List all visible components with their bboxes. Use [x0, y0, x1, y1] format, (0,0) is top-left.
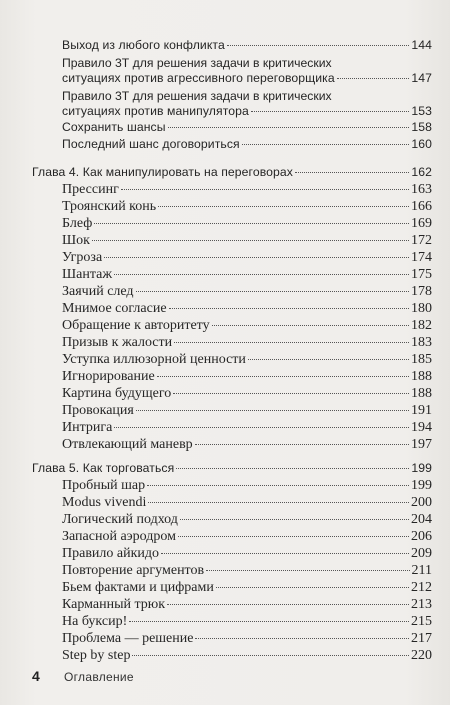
- toc-entry-page: 199: [411, 478, 432, 493]
- toc-entry-title: Троянский конь: [62, 199, 157, 214]
- dot-leader: [174, 341, 409, 343]
- dot-leader: [158, 205, 409, 207]
- toc-entry-page: 217: [411, 631, 432, 646]
- toc-entry-title: Проблема — решение: [62, 631, 194, 646]
- toc-entry[interactable]: [62, 38, 432, 52]
- toc-entry-page: 185: [411, 352, 432, 367]
- toc-entry-title: Шок: [62, 233, 90, 248]
- toc-entry-title: Блеф: [62, 216, 93, 231]
- toc-entry[interactable]: [62, 182, 432, 198]
- dot-leader: [157, 375, 409, 377]
- page-number: 4: [32, 668, 40, 684]
- toc-entry[interactable]: [62, 403, 432, 419]
- dot-leader: [176, 467, 409, 469]
- toc-entry[interactable]: [62, 199, 432, 215]
- toc-entry-page: 158: [411, 120, 432, 134]
- dot-leader: [337, 77, 410, 79]
- dot-leader: [180, 518, 409, 520]
- toc-entry[interactable]: [62, 318, 432, 334]
- dot-leader: [195, 637, 409, 639]
- toc-entry-title: Последний шанс договориться: [62, 137, 240, 151]
- toc-entry[interactable]: [62, 512, 432, 528]
- toc-entry[interactable]: [62, 120, 432, 134]
- toc-entry-page: 200: [411, 495, 432, 510]
- toc-entry-page: 163: [411, 182, 432, 197]
- dot-leader: [129, 620, 409, 622]
- toc-entry-page: 188: [411, 369, 432, 384]
- toc-entry-title: Повторение аргументов: [62, 563, 205, 578]
- toc-entry-page: 144: [411, 38, 432, 52]
- toc-entry[interactable]: [62, 216, 432, 232]
- toc-entry[interactable]: [62, 529, 432, 545]
- dot-leader: [92, 239, 409, 241]
- dot-leader: [136, 290, 409, 292]
- dot-leader: [212, 324, 409, 326]
- toc-entry-title-line: ситуациях против манипулятора: [62, 104, 249, 118]
- toc-entry-title: Правило айкидо: [62, 546, 160, 561]
- toc-entry-title: Пробный шар: [62, 478, 146, 493]
- toc-entry-page: 147: [411, 71, 432, 85]
- toc-entry-title: Картина будущего: [62, 386, 172, 401]
- chapter-page: 162: [411, 165, 432, 179]
- toc-entry-page: 166: [411, 199, 432, 214]
- toc-entry-page: 182: [411, 318, 432, 333]
- dot-leader: [206, 569, 409, 571]
- dot-leader: [94, 222, 409, 224]
- toc-entry-title: На буксир!: [62, 614, 128, 629]
- toc-entry-title: Сохранить шансы: [62, 120, 166, 134]
- dot-leader: [169, 307, 409, 309]
- toc-entry-title: Мнимое согласие: [62, 301, 167, 316]
- toc-entry[interactable]: [62, 546, 432, 562]
- toc-entry-title: Запасной аэродром: [62, 529, 176, 544]
- toc-entry-title: Прессинг: [62, 182, 119, 197]
- dot-leader: [178, 535, 409, 537]
- toc-entry-title: Бьем фактами и цифрами: [62, 580, 214, 595]
- dot-leader: [216, 586, 409, 588]
- toc-entry-page: 194: [411, 420, 432, 435]
- toc-entry-title: Шантаж: [62, 267, 113, 282]
- toc-entry[interactable]: [62, 420, 432, 436]
- chapter-heading[interactable]: [32, 461, 432, 475]
- dot-leader: [132, 654, 409, 656]
- toc-entry-page: 206: [411, 529, 432, 544]
- toc-entry[interactable]: [62, 233, 432, 249]
- toc-entry-page: 197: [411, 437, 432, 452]
- toc-entry-page: 213: [411, 597, 432, 612]
- chapter-title: Глава 5. Как торговаться: [32, 461, 175, 475]
- toc-entry[interactable]: [62, 369, 432, 385]
- toc-entry[interactable]: [62, 284, 432, 300]
- toc-entry-title-line: ситуациях против агрессивного переговорщика: [62, 71, 335, 85]
- running-title: Оглавление: [64, 670, 134, 684]
- dot-leader: [104, 256, 409, 258]
- toc-entry-page: 188: [411, 386, 432, 401]
- toc-entry-title: Step by step: [62, 648, 131, 663]
- toc-entry[interactable]: [62, 563, 432, 579]
- chapter-page: 199: [411, 461, 432, 475]
- toc-entry-title: Провокация: [62, 403, 134, 418]
- dot-leader: [248, 358, 409, 360]
- toc-entry-page: 212: [411, 580, 432, 595]
- toc-entry[interactable]: [62, 648, 432, 664]
- toc-entry-page: 174: [411, 250, 432, 265]
- dot-leader: [295, 171, 409, 173]
- toc-entry[interactable]: [62, 104, 432, 118]
- toc-entry[interactable]: [62, 352, 432, 368]
- dot-leader: [195, 443, 409, 445]
- chapter-title: Глава 4. Как манипулировать на переговорах: [32, 165, 293, 179]
- toc-entry-title: Уступка иллюзорной ценности: [62, 352, 246, 367]
- dot-leader: [173, 392, 409, 394]
- toc-entry-page: 215: [411, 614, 432, 629]
- toc-entry-title: Отвлекающий маневр: [62, 437, 193, 452]
- toc-entry-page: 153: [411, 104, 432, 118]
- dot-leader: [168, 126, 410, 128]
- toc-entry[interactable]: [62, 301, 432, 317]
- toc-entry[interactable]: [62, 386, 432, 402]
- toc-entry-title: Обращение к авторитету: [62, 318, 210, 333]
- toc-entry-page: 220: [411, 648, 432, 663]
- toc-entry-page: 180: [411, 301, 432, 316]
- dot-leader: [227, 44, 410, 46]
- toc-entry[interactable]: [62, 597, 432, 613]
- toc-entry[interactable]: [62, 250, 432, 266]
- toc-entry[interactable]: [62, 614, 432, 630]
- toc-entry-title: Интрига: [62, 420, 113, 435]
- toc-entry-page: 160: [411, 137, 432, 151]
- toc-entry[interactable]: [62, 71, 432, 85]
- toc-entry[interactable]: [62, 437, 432, 453]
- toc-entry-title: Призыв к жалости: [62, 335, 173, 350]
- dot-leader: [161, 552, 409, 554]
- toc-entry[interactable]: [62, 478, 432, 494]
- toc-entry-title-line: Правило 3Т для решения задачи в критических: [62, 89, 332, 103]
- toc-entry-title: Карманный трюк: [62, 597, 166, 612]
- dot-leader: [167, 603, 409, 605]
- toc-entry-title-line: Правило 3Т для решения задачи в критических: [62, 56, 332, 70]
- toc-entry-title: Выход из любого конфликта: [62, 38, 225, 52]
- toc-entry-page: 169: [411, 216, 432, 231]
- toc-entry-title: Заячий след: [62, 284, 134, 299]
- toc-entry[interactable]: [62, 267, 432, 283]
- toc-entry-page: 178: [411, 284, 432, 299]
- toc-entry-page: 175: [411, 267, 432, 282]
- dot-leader: [242, 143, 410, 145]
- dot-leader: [251, 110, 409, 112]
- toc-entry-page: 211: [411, 563, 432, 578]
- toc-entry[interactable]: [62, 631, 432, 647]
- toc-entry-page: 209: [411, 546, 432, 561]
- dot-leader: [121, 188, 409, 190]
- toc-entry[interactable]: [62, 495, 432, 511]
- toc-entry[interactable]: [62, 580, 432, 596]
- dot-leader: [114, 273, 409, 275]
- toc-entry-page: 204: [411, 512, 432, 527]
- dot-leader: [147, 484, 409, 486]
- toc-entry-title: Угроза: [62, 250, 103, 265]
- toc-entry-title: Игнорирование: [62, 369, 155, 384]
- toc-entry[interactable]: [62, 335, 432, 351]
- dot-leader: [114, 426, 409, 428]
- dot-leader: [136, 409, 409, 411]
- toc-entry-page: 183: [411, 335, 432, 350]
- toc-entry-title: Логический подход: [62, 512, 178, 527]
- toc-entry[interactable]: [62, 137, 432, 151]
- dot-leader: [148, 501, 409, 503]
- toc-entry-page: 191: [411, 403, 432, 418]
- toc-entry-page: 172: [411, 233, 432, 248]
- toc-entry-title: Modus vivendi: [62, 495, 147, 510]
- chapter-heading[interactable]: [32, 165, 432, 179]
